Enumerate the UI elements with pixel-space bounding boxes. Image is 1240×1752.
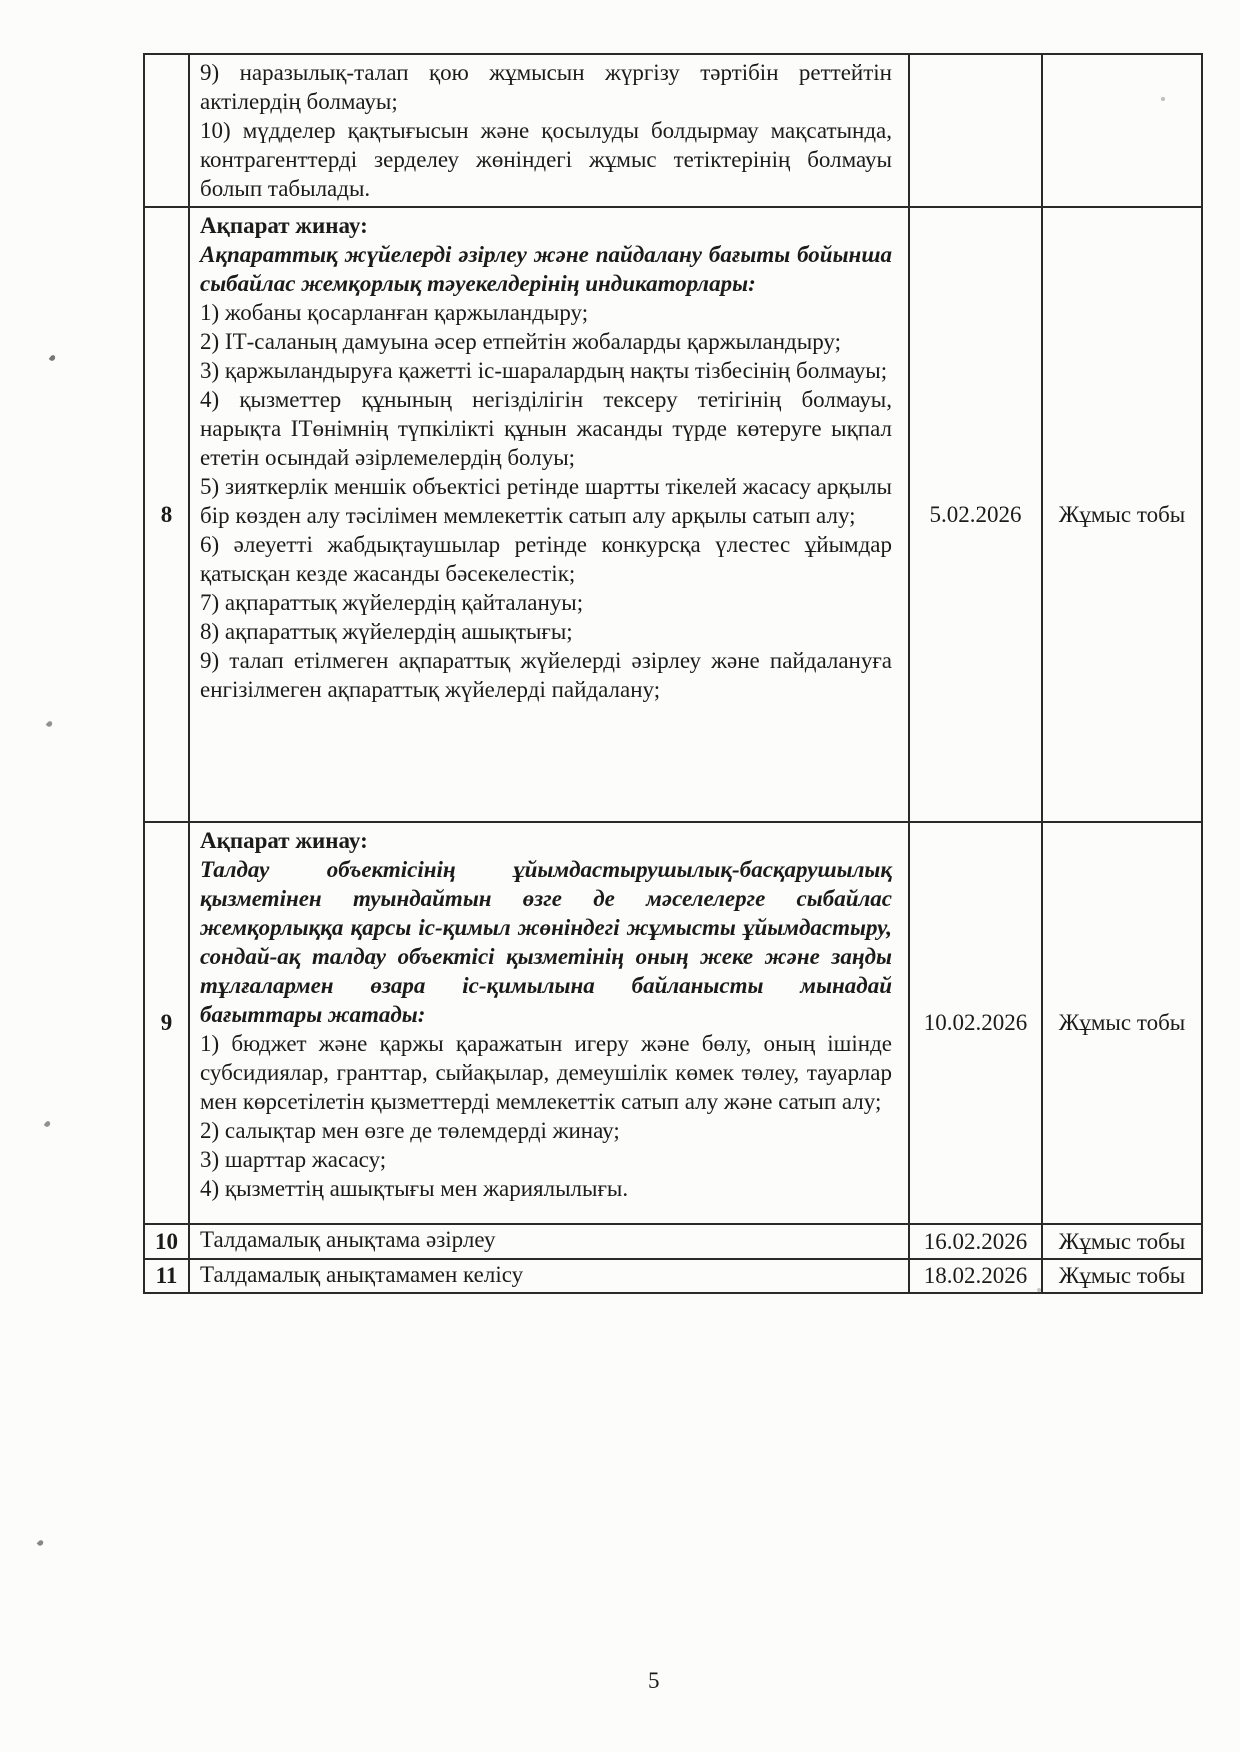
activity-paragraph: 3) қаржыландыруға қажетті іс-шаралардың нақты тізбесінің болмауы;: [200, 358, 888, 383]
date-cell: [910, 823, 1043, 1223]
scan-artifact: [1037, 1288, 1041, 1292]
activity-cell: [190, 1225, 910, 1258]
activity-paragraph: 4) қызметтің ашықтығы мен жариялылығы.: [200, 1176, 629, 1201]
activity-paragraph: 3) шарттар жасасу;: [200, 1147, 387, 1172]
table-row: [145, 1223, 1201, 1258]
activity-cell: [190, 208, 910, 821]
date-cell: [910, 55, 1043, 206]
activity-cell: [190, 823, 910, 1223]
responsible-cell: [1043, 823, 1201, 1223]
responsible-cell: [1043, 1225, 1201, 1258]
responsible-cell: [1043, 55, 1201, 206]
activity-paragraph: 1) бюджет және қаржы қаражатын игеру және бөлу, оның ішінде субсидиялар, гранттар, сыйақылар, демеушілік көмек төлеу, тауарлар мен көрсетілетін қызметтерді мемлекеттік сатып алу және сатып алу;: [200, 1031, 892, 1114]
row-number-cell: [145, 1260, 190, 1292]
responsible-cell: [1043, 1260, 1201, 1292]
table-row: [145, 821, 1201, 1223]
date-cell: [910, 1260, 1043, 1292]
row-number-cell: [145, 208, 190, 821]
row-number-cell: [145, 823, 190, 1223]
activity-paragraph: 10) мүдделер қақтығысын және қосылуды болдырмау мақсатында, контрагенттерді зерделеу жөніндегі жұмыс тетіктерінің болмауы болып табылады.: [200, 118, 892, 201]
responsible-value: Жұмыс тобы: [1058, 1010, 1186, 1035]
date-value: 16.02.2026: [923, 1228, 1028, 1254]
responsible-cell: [1043, 208, 1201, 821]
scan-artifact: [44, 1120, 52, 1128]
row-number: 8: [160, 501, 173, 527]
activity-cell: [190, 55, 910, 206]
activity-paragraph: 9) наразылық-талап қою жұмысын жүргізу тәртібін реттейтін актілердің болмауы;: [200, 60, 892, 114]
plan-table: [143, 53, 1203, 1294]
date-value: 18.02.2026: [923, 1263, 1028, 1288]
scan-artifact: [1161, 97, 1165, 101]
activity-paragraph: 2) ІТ-саланың дамуына әсер етпейтін жобаларды қаржыландыру;: [200, 329, 841, 354]
responsible-value: Жұмыс тобы: [1058, 1228, 1186, 1254]
row-number-cell: [145, 55, 190, 206]
activity-paragraph: Ақпарат жинау:: [200, 213, 368, 238]
table-row: [145, 55, 1201, 206]
activity-paragraph: 5) зияткерлік меншік объектісі ретінде шартты тікелей жасасу арқылы бір көзден алу тәсілімен мемлекеттік сатып алу арқылы сатып алу;: [200, 474, 892, 528]
activity-paragraph: 4) қызметтер құнының негізділігін тексеру тетігінің болмауы, нарықта ІТөнімнің түпкілікті құнын жасанды түрде көтеруге ықпал ететін осындай әзірлемелердің болуы;: [200, 387, 892, 470]
activity-paragraph: 7) ақпараттық жүйелердің қайталануы;: [200, 590, 584, 615]
responsible-value: Жұмыс тобы: [1058, 1263, 1186, 1288]
responsible-value: Жұмыс тобы: [1058, 501, 1186, 527]
activity-cell: [190, 1260, 910, 1292]
row-number-cell: [145, 1225, 190, 1258]
activity-paragraph: Талдау объектісінің ұйымдастырушылық-басқарушылық қызметінен туындайтын өзге де мәселелерге сыбайлас жемқорлыққа қарсы іс-қимыл жөніндегі жұмысты ұйымдастыру, сондай-ақ талдау объектісі қызметінің оның жеке және заңды тұлғалармен өзара іс-қимылына байланысты мынадай бағыттары жатады:: [200, 857, 892, 1027]
scan-artifact: [46, 720, 54, 728]
activity-paragraph: Ақпараттық жүйелерді әзірлеу және пайдалану бағыты бойынша сыбайлас жемқорлық тәуекелдерінің индикаторлары:: [200, 242, 892, 296]
activity-paragraph: 6) әлеуетті жабдықтаушылар ретінде конкурсқа үлестес ұйымдар қатысқан кезде жасанды бәсекелестік;: [200, 532, 892, 586]
scan-artifact: [37, 1539, 45, 1547]
activity-paragraph: Талдамалық анықтамамен келісу: [200, 1262, 524, 1287]
date-value: 10.02.2026: [923, 1010, 1028, 1035]
row-number: 9: [160, 1010, 173, 1035]
date-value: 5.02.2026: [929, 501, 1022, 527]
activity-paragraph: Ақпарат жинау:: [200, 828, 368, 853]
page-number: 5: [648, 1668, 660, 1693]
activity-paragraph: 8) ақпараттық жүйелердің ашықтығы;: [200, 619, 573, 644]
row-number: 10: [155, 1228, 178, 1254]
activity-paragraph: Талдамалық анықтама әзірлеу: [200, 1227, 496, 1252]
table-row: [145, 206, 1201, 821]
date-cell: [910, 1225, 1043, 1258]
activity-paragraph: 1) жобаны қосарланған қаржыландыру;: [200, 300, 589, 325]
activity-paragraph: 9) талап етілмеген ақпараттық жүйелерді әзірлеу және пайдалануға енгізілмеген ақпараттық жүйелерді пайдалану;: [200, 648, 892, 702]
table-row: [145, 1258, 1201, 1292]
row-number: 11: [155, 1263, 178, 1288]
scan-artifact: [49, 354, 57, 362]
activity-paragraph: 2) салықтар мен өзге де төлемдерді жинау;: [200, 1118, 620, 1143]
date-cell: [910, 208, 1043, 821]
